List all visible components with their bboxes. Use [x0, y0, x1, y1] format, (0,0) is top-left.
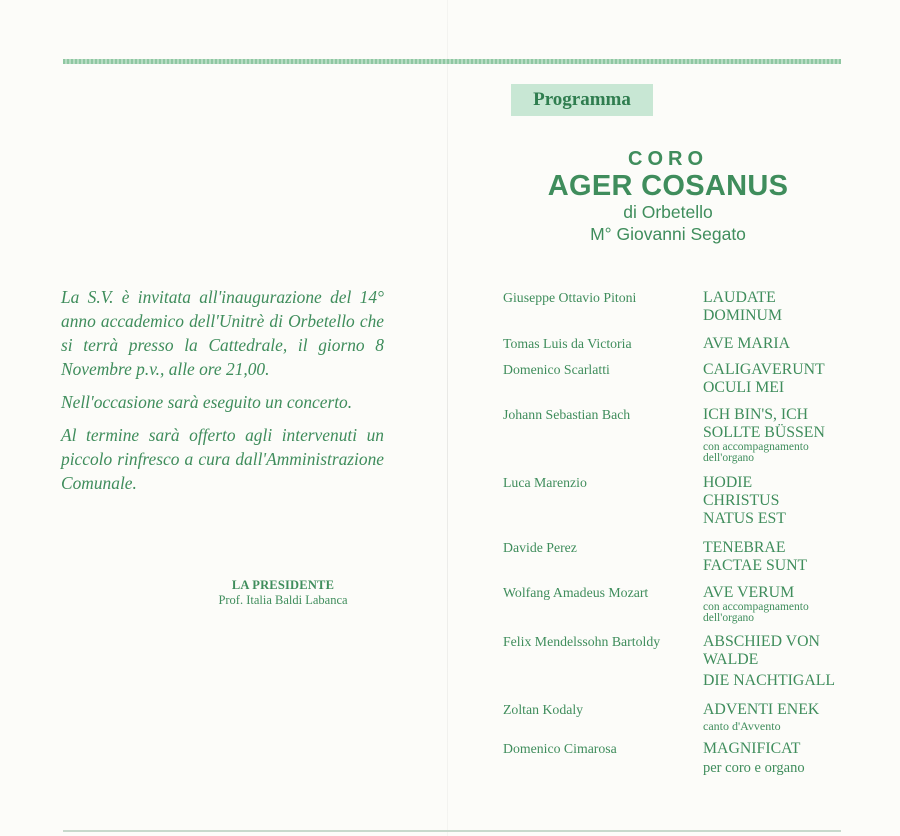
composer: Davide Perez	[503, 540, 577, 555]
work-title	[703, 335, 848, 353]
composer: Tomas Luis da Victoria	[503, 336, 632, 351]
work-title-text: DIE NACHTIGALL	[703, 672, 836, 689]
work-title	[703, 474, 848, 528]
signature-block	[180, 578, 386, 608]
work-title	[703, 633, 848, 690]
work-title-text: MAGNIFICAT	[703, 740, 801, 757]
work-title-text: LAUDATE DOMINUM	[703, 289, 782, 324]
signature-title: LA PRESIDENTE	[231, 578, 335, 592]
choir-name: AGER COSANUS	[547, 170, 789, 202]
work-title	[703, 584, 848, 624]
composer: Wolfang Amadeus Mozart	[503, 585, 649, 600]
invitation-paragraph: Al termine sarà offerto agli intervenuti un piccolo rinfresco a cura dall'Amministrazione Comunale.	[61, 425, 384, 493]
work-subtitle: per coro e organo	[703, 760, 805, 776]
work-title	[703, 740, 848, 778]
work-note: con accompagnamento dell'organo	[703, 441, 809, 464]
invitation-paragraph: Nell'occasione sarà eseguito un concerto.	[61, 392, 353, 412]
composer: Luca Marenzio	[503, 475, 587, 490]
composer: Johann Sebastian Bach	[503, 407, 631, 422]
work-title-text: HODIE CHRISTUS NATUS EST	[703, 474, 786, 527]
composer: Zoltan Kodaly	[503, 702, 584, 717]
choir-place: di Orbetello	[623, 202, 713, 222]
program-heading: Programma	[511, 84, 653, 116]
work-title	[703, 701, 848, 733]
work-title-text: AVE VERUM	[703, 584, 795, 601]
top-divider	[63, 59, 841, 64]
work-title-text: TENEBRAE FACTAE SUNT	[703, 539, 808, 574]
work-title	[703, 289, 848, 325]
page-fold	[447, 0, 448, 836]
work-title-text: CALIGAVERUNT OCULI MEI	[703, 361, 825, 396]
work-title	[703, 539, 848, 575]
invitation-text	[61, 285, 384, 504]
work-title-text: AVE MARIA	[703, 335, 791, 352]
signature-name: Prof. Italia Baldi Labanca	[218, 593, 348, 607]
choir-header	[510, 148, 826, 246]
composer: Giuseppe Ottavio Pitoni	[503, 290, 637, 305]
work-note: con accompagnamento dell'organo	[703, 601, 809, 624]
bottom-divider	[63, 830, 841, 832]
work-title-text: ICH BIN'S, ICH SOLLTE BÜSSEN	[703, 406, 825, 441]
composer: Felix Mendelssohn Bartoldy	[503, 634, 661, 649]
choir-label: CORO	[628, 148, 708, 170]
invitation-paragraph: La S.V. è invitata all'inaugurazione del 14° anno accademico dell'Unitrè di Orbetello che si terrà presso la Cattedrale, il giorno 8 Novembre p.v., alle ore 21,00.	[61, 287, 384, 379]
work-title	[703, 361, 848, 397]
work-note: canto d'Avvento	[703, 719, 781, 733]
work-title-text: ABSCHIED VON WALDE	[703, 633, 820, 668]
work-title	[703, 406, 848, 464]
work-title-text: ADVENTI ENEK	[703, 701, 820, 718]
composer: Domenico Cimarosa	[503, 741, 617, 756]
composer: Domenico Scarlatti	[503, 362, 610, 377]
conductor-name: M° Giovanni Segato	[590, 224, 746, 244]
